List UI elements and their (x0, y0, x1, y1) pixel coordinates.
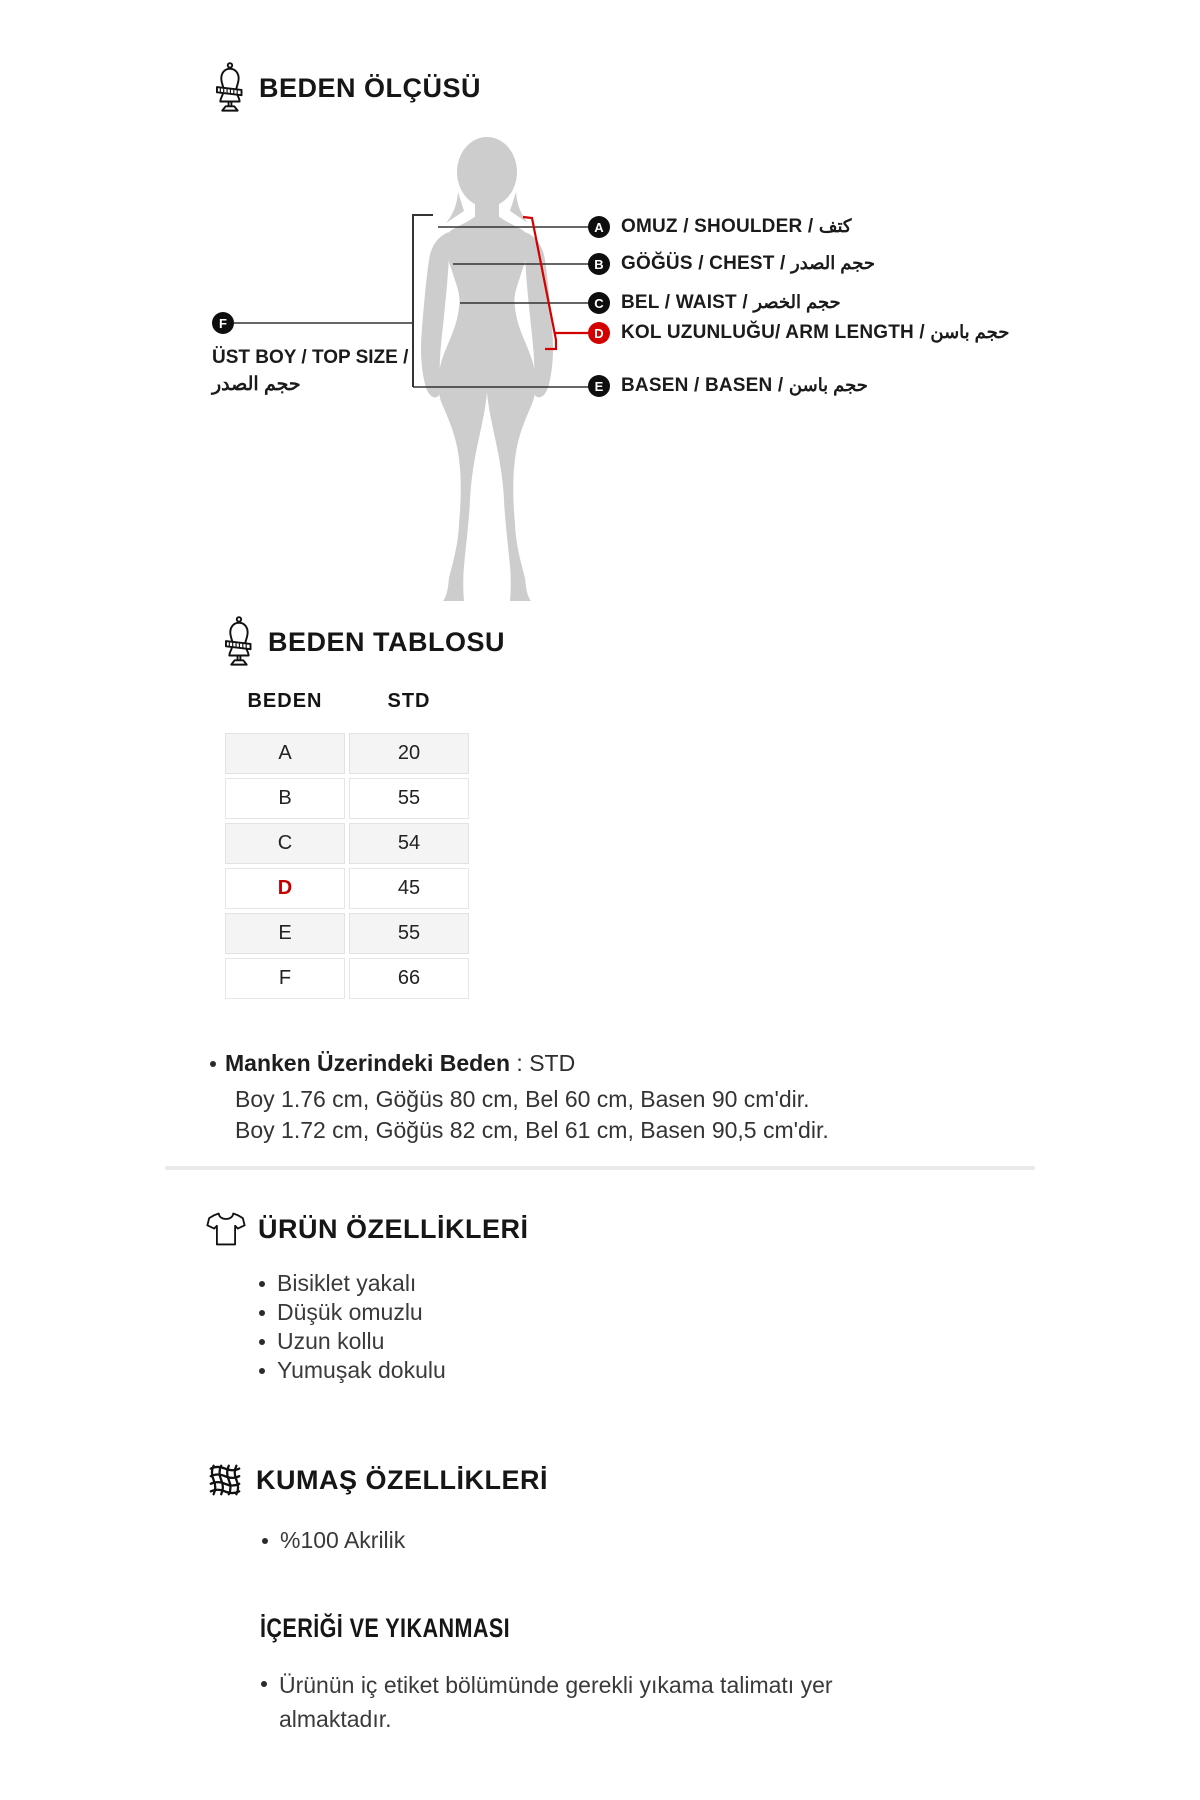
bullet-dot (259, 1310, 265, 1316)
fabric-features-list (262, 1526, 405, 1555)
size-table (225, 690, 469, 1003)
cell-value: 20 (349, 733, 469, 774)
bullet-dot (259, 1368, 265, 1374)
mannequin-size-line: Manken Üzerindeki Beden : STD (210, 1050, 829, 1077)
section-divider (165, 1166, 1035, 1170)
bullet-dot (259, 1339, 265, 1345)
feature-item: Yumuşak dokulu (259, 1356, 446, 1385)
tshirt-icon (206, 1210, 246, 1248)
badge-c: C (588, 292, 610, 314)
label-shoulder: OMUZ / SHOULDER / كتف (621, 216, 852, 237)
model-measurements-line-1: Boy 1.76 cm, Göğüs 80 cm, Bel 60 cm, Basen 90 cm'dir. (235, 1086, 810, 1112)
cell-letter: F (225, 958, 345, 999)
callout-chest (588, 253, 875, 275)
callout-waist (588, 292, 841, 314)
cell-value: 55 (349, 778, 469, 819)
label-top-size: ÜST BOY / TOP SIZE / حجم الصدر (212, 347, 409, 395)
callout-basen (588, 375, 868, 397)
table-row (225, 823, 469, 864)
badge-d: D (588, 322, 610, 344)
fabric-weave-icon (206, 1461, 244, 1499)
table-row (225, 958, 469, 999)
cell-value: 66 (349, 958, 469, 999)
badge-a: A (588, 216, 610, 238)
care-item: Ürünün iç etiket bölümünde gerekli yıkama talimatı yer almaktadır. (261, 1668, 939, 1736)
body-measurement-diagram (0, 0, 1200, 630)
table-row (225, 733, 469, 774)
care-header (260, 1613, 573, 1644)
label-basen: BASEN / BASEN / حجم باسن (621, 375, 868, 396)
badge-f: F (212, 312, 234, 334)
cell-letter: A (225, 733, 345, 774)
badge-e: E (588, 375, 610, 397)
cell-value: 45 (349, 868, 469, 909)
mannequin-size-note (210, 1050, 829, 1146)
mannequin-icon (220, 616, 256, 668)
care-list (261, 1668, 939, 1736)
model-measurements-line-2: Boy 1.72 cm, Göğüs 82 cm, Bel 61 cm, Basen 90,5 cm'dir. (235, 1117, 829, 1143)
product-features-list (259, 1269, 446, 1385)
bullet-dot (261, 1681, 267, 1687)
cell-letter: C (225, 823, 345, 864)
label-chest: GÖĞÜS / CHEST / حجم الصدر (621, 253, 875, 274)
feature-item: Düşük omuzlu (259, 1298, 446, 1327)
bullet-dot (210, 1061, 216, 1067)
size-table-title: BEDEN TABLOSU (268, 626, 506, 657)
product-features-title: ÜRÜN ÖZELLİKLERİ (258, 1213, 529, 1244)
label-waist: BEL / WAIST / حجم الخصر (621, 292, 841, 313)
column-header-std: STD (387, 690, 431, 712)
female-silhouette (421, 137, 553, 601)
label-arm-length: KOL UZUNLUĞU/ ARM LENGTH / حجم باسن (621, 322, 1010, 343)
size-guide-title: BEDEN ÖLÇÜSÜ (259, 72, 482, 103)
fabric-features-title: KUMAŞ ÖZELLİKLERİ (256, 1464, 548, 1495)
feature-item: Bisiklet yakalı (259, 1269, 446, 1298)
size-table-header (220, 616, 505, 668)
callout-arm-length (588, 322, 1009, 344)
cell-letter-highlighted: D (225, 868, 345, 909)
cell-letter: E (225, 913, 345, 954)
fabric-features-header (206, 1461, 548, 1499)
care-title: İÇERİĞİ VE YIKANMASI (260, 1613, 511, 1643)
feature-item: Uzun kollu (259, 1327, 446, 1356)
fabric-item: %100 Akrilik (262, 1526, 405, 1555)
table-row (225, 913, 469, 954)
cell-value: 55 (349, 913, 469, 954)
size-table-head (225, 690, 469, 713)
product-features-header (206, 1210, 529, 1248)
callout-shoulder (588, 216, 851, 238)
table-row (225, 868, 469, 909)
badge-b: B (588, 253, 610, 275)
table-row (225, 778, 469, 819)
bullet-dot (259, 1281, 265, 1287)
bullet-dot (262, 1538, 268, 1544)
column-header-beden: BEDEN (247, 690, 323, 712)
cell-letter: B (225, 778, 345, 819)
cell-value: 54 (349, 823, 469, 864)
